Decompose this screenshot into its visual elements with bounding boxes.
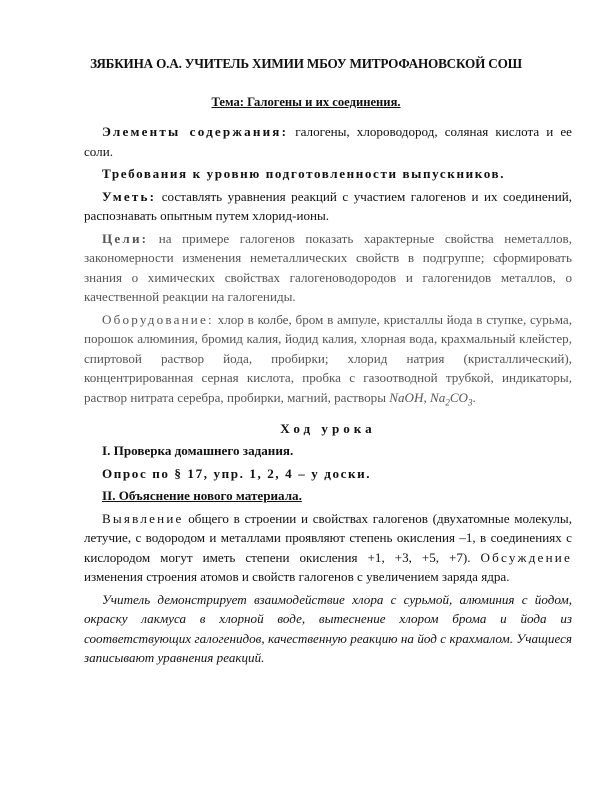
identify-text: общего в строении и свойствах галогенов (двухатомные молекулы, летучие, с водородом и металлами проявляют степень окисления –1, в соединениях с кислородом могут иметь степени окисления +1, +3, +5, +7). — [84, 510, 572, 565]
page-title: ЗЯБКИНА О.А. УЧИТЕЛЬ ХИМИИ МБОУ МИТРОФАНОВСКОЙ СОШ — [90, 56, 522, 71]
discuss-label: Обсуждение — [480, 549, 572, 565]
skills-paragraph — [84, 187, 572, 226]
topic-text: Тема: Галогены и их соединения. — [211, 95, 401, 109]
survey-line: Опрос по § 17, упр. 1, 2, 4 – у доски. — [102, 465, 372, 481]
identify-paragraph — [84, 509, 572, 587]
identify-label: Выявление — [102, 510, 184, 526]
equipment-text: хлор в колбе, бром в ампуле, кристаллы йода в ступке, сурьма, порошок алюминия, бромид калия, йодид калия, хлорная вода, крахмальный клейстер, спиртовой раствор йода, пробирки; хлорид натрия (кристаллический), концентрированная серная кислота, пробка с газоотводной трубкой, индикаторы, раствор нитрата серебра, пробирки, магний, растворы — [84, 311, 572, 405]
lesson-topic — [0, 95, 612, 110]
demo-paragraph: Учитель демонстрирует взаимодействие хлора с сурьмой, алюминия с йодом, окраску лакмуса в хлорной воде, вытеснение хлором брома и йода из соответствующих галогенидов, качественную реакцию на йод с крахмалом. Учащиеся записывают уравнения реакций. — [84, 591, 572, 666]
goals-text: на примере галогенов показать характерные свойства неметаллов, закономерности изменения неметаллических свойств в подгруппе; сформировать знания о химических свойствах галогеноводородов и галогенидов металлов, о качественной реакции на галогениды. — [84, 230, 572, 304]
discuss-text: изменения строения атомов и свойств галогенов с увеличением заряда ядра. — [84, 569, 510, 585]
lesson-heading: Ход урока — [280, 420, 376, 436]
elements-paragraph — [84, 122, 572, 161]
elements-text: галогены, хлороводород, соляная кислота и ее соли. — [84, 124, 572, 159]
goals-paragraph — [84, 229, 572, 307]
goals-label: Цели: — [102, 230, 149, 246]
skills-label: Уметь: — [102, 188, 157, 204]
skills-text: составлять уравнения реакций с участием галогенов и их соединений, распознавать опытным путем хлорид-ионы. — [84, 188, 572, 223]
document-body — [84, 122, 572, 668]
section-1-heading: I. Проверка домашнего задания. — [102, 443, 294, 459]
elements-label: Элементы содержания: — [102, 124, 289, 139]
formula-naoh: NaOH — [389, 389, 424, 405]
requirements-heading: Требования к уровню подготовленности выпускников. — [102, 166, 506, 181]
equipment-paragraph: Оборудование: хлор в колбе, бром в ампуле, кристаллы йода в ступке, сурьма, порошок алюминия, бромид калия, йодид калия, хлорная вода, крахмальный клейстер, спиртовой раствор йода, пробирки; хлорид натрия (кристаллический), концентрированная серная кислота, пробка с газоотводной трубкой, индикаторы, раствор нитрата серебра, пробирки, магний, растворы NaOH, $Na_2CO_3$. — [84, 311, 572, 408]
section-2-heading: II. Объяснение нового материала. — [102, 488, 302, 504]
formula-na2co3: $Na_2CO_3$ — [430, 389, 473, 408]
equipment-label: Оборудование: — [102, 311, 214, 327]
